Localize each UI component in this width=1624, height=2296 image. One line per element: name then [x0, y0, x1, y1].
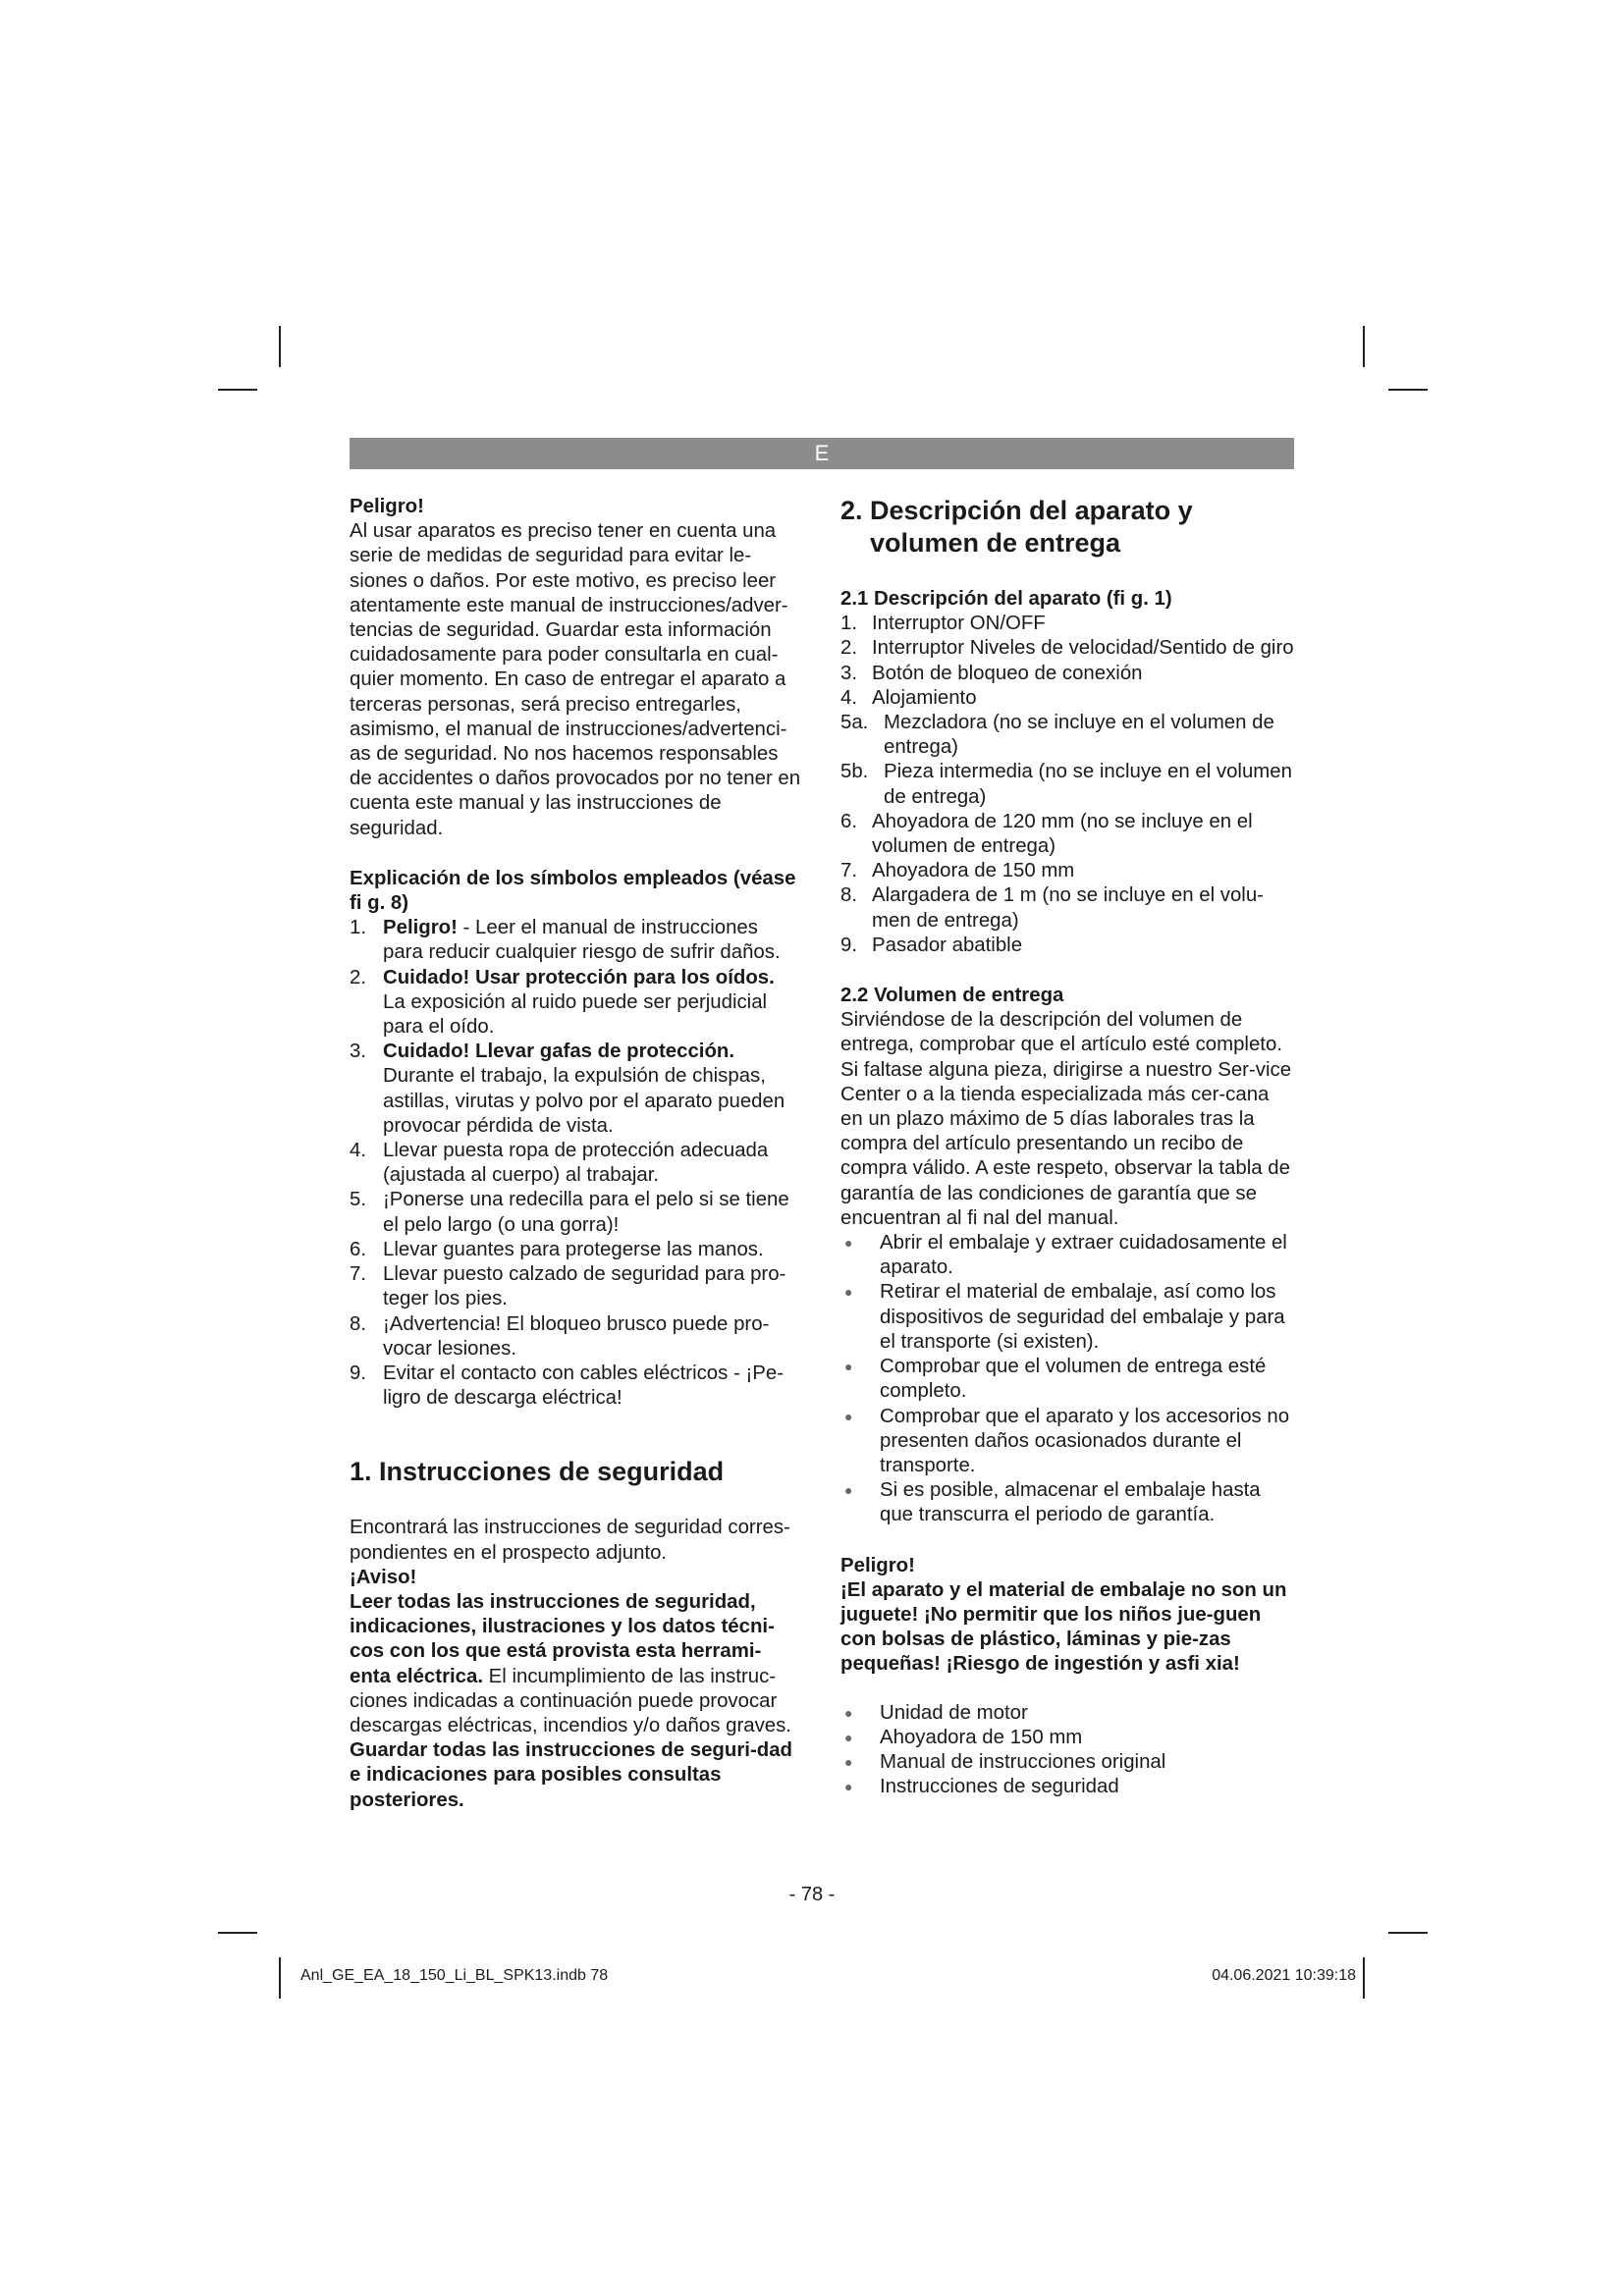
list-item: ● Manual de instrucciones original: [840, 1750, 1296, 1775]
list-item: 2. Cuidado! Usar protección para los oídos. La exposición al ruido puede ser perjudicial para el oído.: [350, 966, 775, 1039]
keep-instructions-note: Guardar todas las instrucciones de seguri-dad e indicaciones para posibles consultas posteriores.: [350, 1739, 792, 1811]
bullet-icon: ●: [844, 1729, 853, 1745]
list-item: 1. Interruptor ON/OFF: [840, 613, 1046, 635]
list-item: ● Comprobar que el aparato y los accesorios no presenten daños ocasionados durante el transporte.: [840, 1405, 1296, 1479]
symbols-list: [350, 916, 801, 1411]
list-item: 5b. Pieza intermedia (no se incluye en el volumen de entrega): [840, 761, 1292, 808]
crop-mark: [1363, 326, 1365, 367]
list-item: ● Abrir el embalaje y extraer cuidadosamente el aparato.: [840, 1231, 1296, 1280]
list-item: 1. Peligro! - Leer el manual de instrucciones para reducir cualquier riesgo de sufrir daños.: [350, 917, 781, 964]
bullet-icon: ●: [844, 1753, 853, 1770]
section-1-title: 1. Instrucciones de seguridad: [350, 1457, 725, 1487]
crop-mark: [1388, 1932, 1428, 1934]
list-item: ● Comprobar que el volumen de entrega esté completo.: [840, 1355, 1296, 1404]
list-item: 7. Ahoyadora de 150 mm: [840, 860, 1075, 882]
list-item: 4. Llevar puesta ropa de protección adecuada (ajustada al cuerpo) al trabajar.: [350, 1140, 769, 1187]
danger-paragraph: Al usar aparatos es preciso tener en cuenta una serie de medidas de seguridad para evitar le-siones o daños. Por este motivo, es preciso leer atentamente este manual de instrucciones/adver-tencias de seguridad. Guardar esta información cuidadosamente para poder consultarla en cual-quier momento. En caso de entregar el aparato a terceras personas, será preciso entregarles, asimismo, el manual de instrucciones/advertenci-as de seguridad. No nos hacemos responsables de accidentes o daños provocados por no tener en cuenta este manual y las instrucciones de seguridad.: [350, 520, 801, 839]
section-1-text: Encontrará las instrucciones de seguridad corres-pondientes en el prospecto adjunto.: [350, 1517, 790, 1564]
left-column: [350, 495, 801, 1813]
symbols-heading: Explicación de los símbolos empleados (véase fi g. 8): [350, 867, 796, 915]
list-item: 8. ¡Advertencia! El bloqueo brusco puede pro-vocar lesiones.: [350, 1312, 770, 1360]
bullet-icon: ●: [844, 1704, 853, 1721]
crop-mark: [279, 326, 281, 367]
delivery-contents-list: [840, 1701, 1296, 1800]
crop-mark: [279, 1957, 281, 1999]
parts-list: [840, 612, 1296, 958]
list-item: 6. Ahoyadora de 120 mm (no se incluye en el volumen de entrega): [840, 810, 1253, 858]
file-name: Anl_GE_EA_18_150_Li_BL_SPK13.indb 78: [300, 1967, 609, 1984]
crop-mark: [218, 1932, 257, 1934]
list-item: 2. Interruptor Niveles de velocidad/Sentido de giro: [840, 637, 1294, 660]
crop-mark: [1363, 1957, 1365, 1999]
subsection-2-1-title: 2.1 Descripción del aparato (fi g. 1): [840, 588, 1172, 610]
danger-heading: Peligro!: [350, 496, 424, 517]
language-code: E: [814, 441, 830, 465]
danger-paragraph-2: ¡El aparato y el material de embalaje no son un juguete! ¡No permitir que los niños jue-guen con bolsas de plástico, láminas y pie-zas pequeñas! ¡Riesgo de ingestión y asfi xia!: [840, 1578, 1287, 1676]
warning-paragraph: Leer todas las instrucciones de seguridad, indicaciones, ilustraciones y los datos técni-cos con los que está provista esta herrami-enta eléctrica. El incumplimiento de las instruc-ciones indicadas a continuación puede provocar descargas eléctricas, incendios y/o daños graves.: [350, 1590, 791, 1736]
danger-heading-2: Peligro!: [840, 1554, 915, 1576]
subsection-2-2-text: Sirviéndose de la descripción del volumen de entrega, comprobar que el artículo esté completo. Si faltase alguna pieza, dirigirse a nuestro Ser-vice Center o a la tienda especializada más cer-cana en un plazo máximo de 5 días laborales tras la compra del artículo presentando un recibo de compra válido. A este respeto, observar la tabla de garantía de las condiciones de garantía que se encuentran al fi nal del manual.: [840, 1009, 1292, 1229]
warning-heading: ¡Aviso!: [350, 1566, 417, 1588]
crop-mark: [218, 389, 257, 391]
timestamp: 04.06.2021 10:39:18: [1212, 1967, 1356, 1984]
list-item: ● Unidad de motor: [840, 1701, 1296, 1726]
list-item: ● Instrucciones de seguridad: [840, 1775, 1296, 1799]
bullet-icon: ●: [844, 1779, 853, 1795]
bullet-icon: ●: [844, 1408, 853, 1424]
list-item: ● Si es posible, almacenar el embalaje hasta que transcurra el periodo de garantía.: [840, 1478, 1296, 1527]
list-item: 7. Llevar puesto calzado de seguridad para pro-teger los pies.: [350, 1263, 786, 1310]
language-header-bar: [350, 438, 1294, 469]
bullet-icon: ●: [844, 1235, 853, 1252]
list-item: 9. Evitar el contacto con cables eléctricos - ¡Pe-ligro de descarga eléctrica!: [350, 1362, 784, 1410]
right-column: [840, 495, 1296, 1799]
crop-mark: [1388, 389, 1428, 391]
list-item: 5a. Mezcladora (no se incluye en el volumen de entrega): [840, 712, 1274, 759]
section-2-title: 2. Descripción del aparato y volumen de entrega: [840, 496, 1193, 558]
page-number: - 78 -: [788, 1884, 836, 1905]
bullet-icon: ●: [844, 1482, 853, 1499]
list-item: ● Ahoyadora de 150 mm: [840, 1726, 1296, 1750]
bullet-icon: ●: [844, 1284, 853, 1301]
list-item: 6. Llevar guantes para protegerse las manos.: [350, 1238, 764, 1260]
list-item: 3. Botón de bloqueo de conexión: [840, 662, 1143, 684]
list-item: 8. Alargadera de 1 m (no se incluye en el volu-men de entrega): [840, 884, 1264, 932]
list-item: 3. Cuidado! Llevar gafas de protección. Durante el trabajo, la expulsión de chispas, astillas, virutas y polvo por el aparato pueden provocar pérdida de vista.: [350, 1041, 785, 1137]
bullet-icon: ●: [844, 1359, 853, 1375]
list-item: ● Retirar el material de embalaje, así como los dispositivos de seguridad del embalaje y para el transporte (si existen).: [840, 1280, 1296, 1355]
unpacking-steps-list: [840, 1231, 1296, 1527]
subsection-2-2-title: 2.2 Volumen de entrega: [840, 985, 1064, 1007]
list-item: 9. Pasador abatible: [840, 934, 1023, 956]
list-item: 5. ¡Ponerse una redecilla para el pelo si se tiene el pelo largo (o una gorra)!: [350, 1189, 789, 1236]
list-item: 4. Alojamiento: [840, 686, 977, 709]
